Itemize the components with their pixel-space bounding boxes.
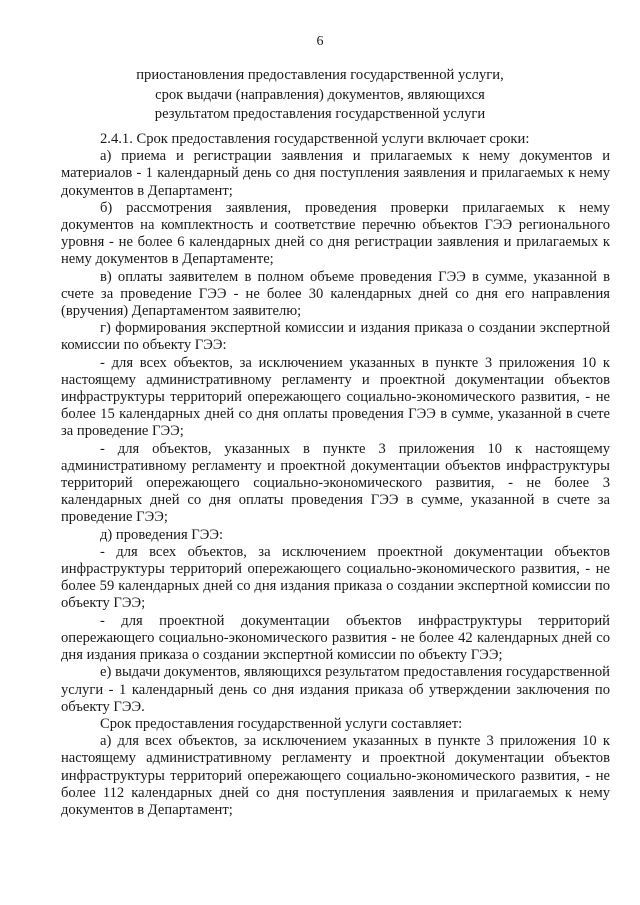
paragraph-item-a: а) приема и регистрации заявления и прилагаемых к нему документов и материалов - 1 календарный день со дня поступления заявления и прилагаемых к нему документов в Департамент; bbox=[61, 148, 610, 199]
paragraph-total-item-a: а) для всех объектов, за исключением указанных в пункте 3 приложения 10 к настоящему административному регламенту и проектной документации объектов инфраструктуры территорий опережающего социально-экономического развития, - не более 112 календарных дней со дня поступления заявления и прилагаемых к нему документов в Департамент; bbox=[61, 733, 610, 818]
paragraph-item-d-dash-2: - для проектной документации объектов инфраструктуры территорий опережающего социально-экономического развития - не более 42 календарных дней со дня издания приказа о создании экспертной комиссии по объекту ГЭЭ; bbox=[61, 612, 610, 664]
paragraph-item-g: г) формирования экспертной комиссии и издания приказа о создании экспертной комиссии по объекту ГЭЭ: bbox=[61, 320, 610, 354]
paragraph-2-4-1: 2.4.1. Срок предоставления государственной услуги включает сроки: bbox=[100, 131, 530, 147]
heading-line: срок выдачи (направления) документов, являющихся bbox=[155, 86, 485, 103]
paragraph-total-term: Срок предоставления государственной услуги составляет: bbox=[100, 715, 463, 732]
document-body bbox=[61, 131, 610, 819]
section-heading bbox=[110, 66, 530, 125]
paragraph-item-g-dash-1: - для всех объектов, за исключением указанных в пункте 3 приложения 10 к настоящему административному регламенту и проектной документации объектов инфраструктуры территорий опережающего социально-экономического развития, - не более 15 календарных дней со дня оплаты проведения ГЭЭ в сумме, указанной в счете за проведение ГЭЭ; bbox=[61, 354, 610, 440]
paragraph-item-d: д) проведения ГЭЭ: bbox=[100, 526, 224, 543]
paragraph-item-e: е) выдачи документов, являющихся результатом предоставления государственной услуги - 1 календарный день со дня издания приказа об утверждении заключения по объекту ГЭЭ. bbox=[61, 664, 610, 715]
heading-line: результатом предоставления государственной услуги bbox=[154, 106, 486, 123]
page-number: 6 bbox=[316, 34, 324, 49]
paragraph-item-g-dash-2: - для объектов, указанных в пункте 3 приложения 10 к настоящему административному регламенту и проектной документации объектов инфраструктуры территорий опережающего социально-экономического развития, - не более 3 календарных дней со дня оплаты проведения ГЭЭ в сумме, указанной в счете за проведение ГЭЭ; bbox=[61, 440, 610, 526]
heading-line: приостановления предоставления государственной услуги, bbox=[136, 67, 504, 83]
paragraph-item-v: в) оплаты заявителем в полном объеме проведения ГЭЭ в сумме, указанной в счете за проведение ГЭЭ - не более 30 календарных дней со дня его направления (вручения) Департаментом заявителю; bbox=[61, 268, 610, 320]
paragraph-item-b: б) рассмотрения заявления, проведения проверки прилагаемых к нему документов на комплектность и соответствие перечню объектов ГЭЭ регионального уровня - не более 6 календарных дней со дня регистрации заявления и прилагаемых к нему документов в Департаменте; bbox=[61, 199, 610, 268]
paragraph-item-d-dash-1: - для всех объектов, за исключением проектной документации объектов инфраструктуры территорий опережающего социально-экономического развития, - не более 59 календарных дней со дня издания приказа о создании экспертной комиссии по объекту ГЭЭ; bbox=[61, 543, 610, 612]
